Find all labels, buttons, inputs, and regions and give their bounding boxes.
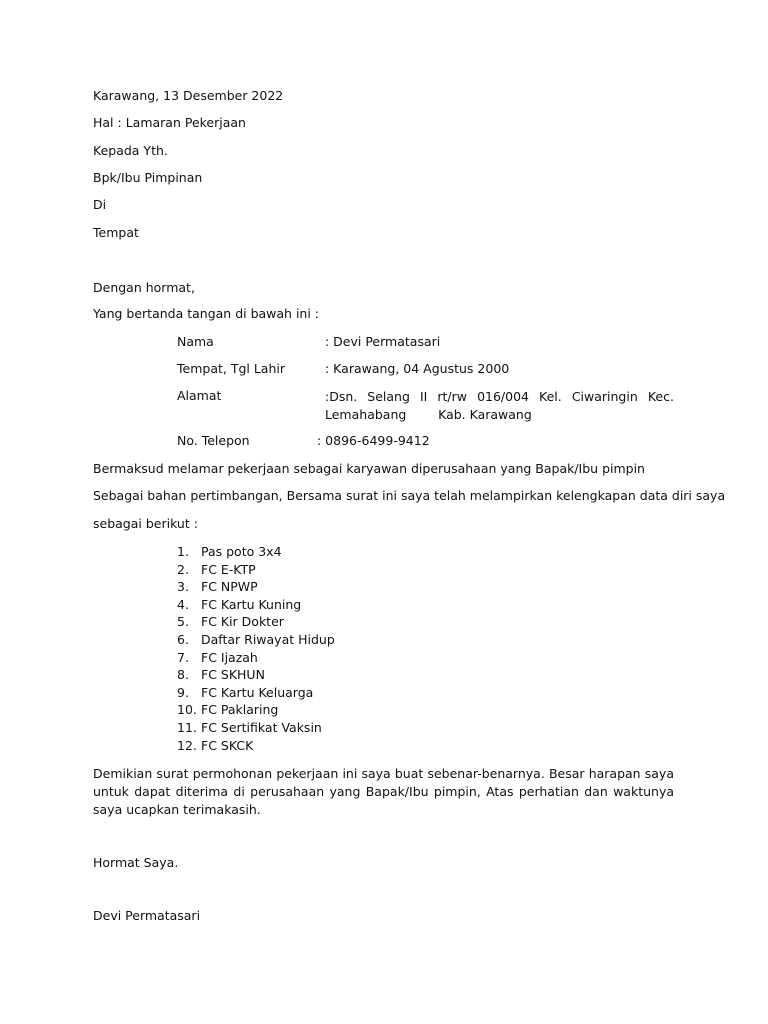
address-word: rt/rw <box>437 389 468 404</box>
greeting: Dengan hormat, <box>93 280 195 295</box>
recipient-line-1: Kepada Yth. <box>93 143 168 158</box>
list-item-number: 1. <box>177 544 189 559</box>
birth-label: Tempat, Tgl Lahir <box>177 361 285 376</box>
list-item <box>177 543 335 561</box>
name-label: Nama <box>177 334 214 349</box>
list-item <box>177 649 335 667</box>
list-item-text: FC Ijazah <box>201 649 258 665</box>
subject-line: Hal : Lamaran Pekerjaan <box>93 115 246 130</box>
list-item-text: FC SKHUN <box>201 667 265 683</box>
list-item <box>177 578 335 596</box>
list-item <box>177 631 335 649</box>
closing-paragraph: Demikian surat permohonan pekerjaan ini saya buat sebenar-benarnya. Besar harapan saya untuk dapat diterima di perusahaan yang Bapak/Ibu pimpin, Atas perhatian dan waktunya saya ucapkan terimakasih. <box>93 766 674 817</box>
list-item-number: 10. <box>177 702 197 718</box>
intro-line: Yang bertanda tangan di bawah ini : <box>93 306 320 321</box>
recipient-line-3: Di <box>93 197 107 212</box>
recipient-line-4: Tempat <box>93 225 139 240</box>
attachments-list <box>177 543 335 754</box>
list-item-text: FC Kartu Keluarga <box>201 684 314 700</box>
list-item-text: Pas poto 3x4 <box>201 544 282 559</box>
list-item <box>177 666 335 684</box>
address-word: Kec. <box>647 389 674 404</box>
list-item <box>177 684 335 702</box>
list-item-text: FC NPWP <box>201 579 258 595</box>
phone-label: No. Telepon <box>177 433 250 448</box>
address-value <box>325 388 674 424</box>
list-item <box>177 719 335 737</box>
address-word: :Dsn. <box>325 389 358 404</box>
address-word: Selang <box>367 389 410 404</box>
list-item <box>177 613 335 631</box>
address-word: Ciwaringin <box>571 389 638 404</box>
list-item-number: 8. <box>177 667 189 683</box>
list-item-text: FC Kir Dokter <box>201 614 284 630</box>
closing-salutation: Hormat Saya. <box>93 855 179 870</box>
address-value-line-1 <box>325 388 674 406</box>
list-item-number: 6. <box>177 631 189 647</box>
list-item-number: 3. <box>177 579 189 595</box>
address-label: Alamat <box>177 388 222 403</box>
list-item <box>177 596 335 614</box>
birth-value: : Karawang, 04 Agustus 2000 <box>325 361 510 376</box>
list-item <box>177 561 335 579</box>
list-item-number: 4. <box>177 596 189 612</box>
list-item-number: 9. <box>177 684 189 700</box>
list-item-text: FC E-KTP <box>201 561 256 577</box>
list-item-text: FC SKCK <box>201 737 254 753</box>
signature-name: Devi Permatasari <box>93 908 201 923</box>
list-item-number: 5. <box>177 614 189 630</box>
recipient-line-2: Bpk/Ibu Pimpinan <box>93 170 203 185</box>
list-item-text: Daftar Riwayat Hidup <box>201 631 335 647</box>
list-item-text: FC Sertifikat Vaksin <box>201 719 322 735</box>
place-date: Karawang, 13 Desember 2022 <box>93 88 284 103</box>
address-word: II <box>419 389 428 404</box>
list-item-number: 7. <box>177 649 189 665</box>
address-value-line-2: Lemahabang Kab. Karawang <box>325 407 532 422</box>
attachments-intro-line-2: sebagai berikut : <box>93 516 198 531</box>
name-value: : Devi Permatasari <box>325 334 441 349</box>
list-item-number: 2. <box>177 561 189 577</box>
address-word: Kel. <box>539 389 562 404</box>
list-item-number: 12. <box>177 737 197 753</box>
address-word: 016/004 <box>477 389 529 404</box>
list-item-text: FC Paklaring <box>201 702 279 718</box>
attachments-intro-line-1: Sebagai bahan pertimbangan, Bersama surat ini saya telah melampirkan kelengkapan data diri saya <box>93 488 726 503</box>
list-item-number: 11. <box>177 719 197 735</box>
list-item <box>177 701 335 719</box>
purpose-line: Bermaksud melamar pekerjaan sebagai karyawan diperusahaan yang Bapak/Ibu pimpin <box>93 461 645 476</box>
list-item-text: FC Kartu Kuning <box>201 596 302 612</box>
phone-value: : 0896-6499-9412 <box>317 433 430 448</box>
list-item <box>177 737 335 755</box>
